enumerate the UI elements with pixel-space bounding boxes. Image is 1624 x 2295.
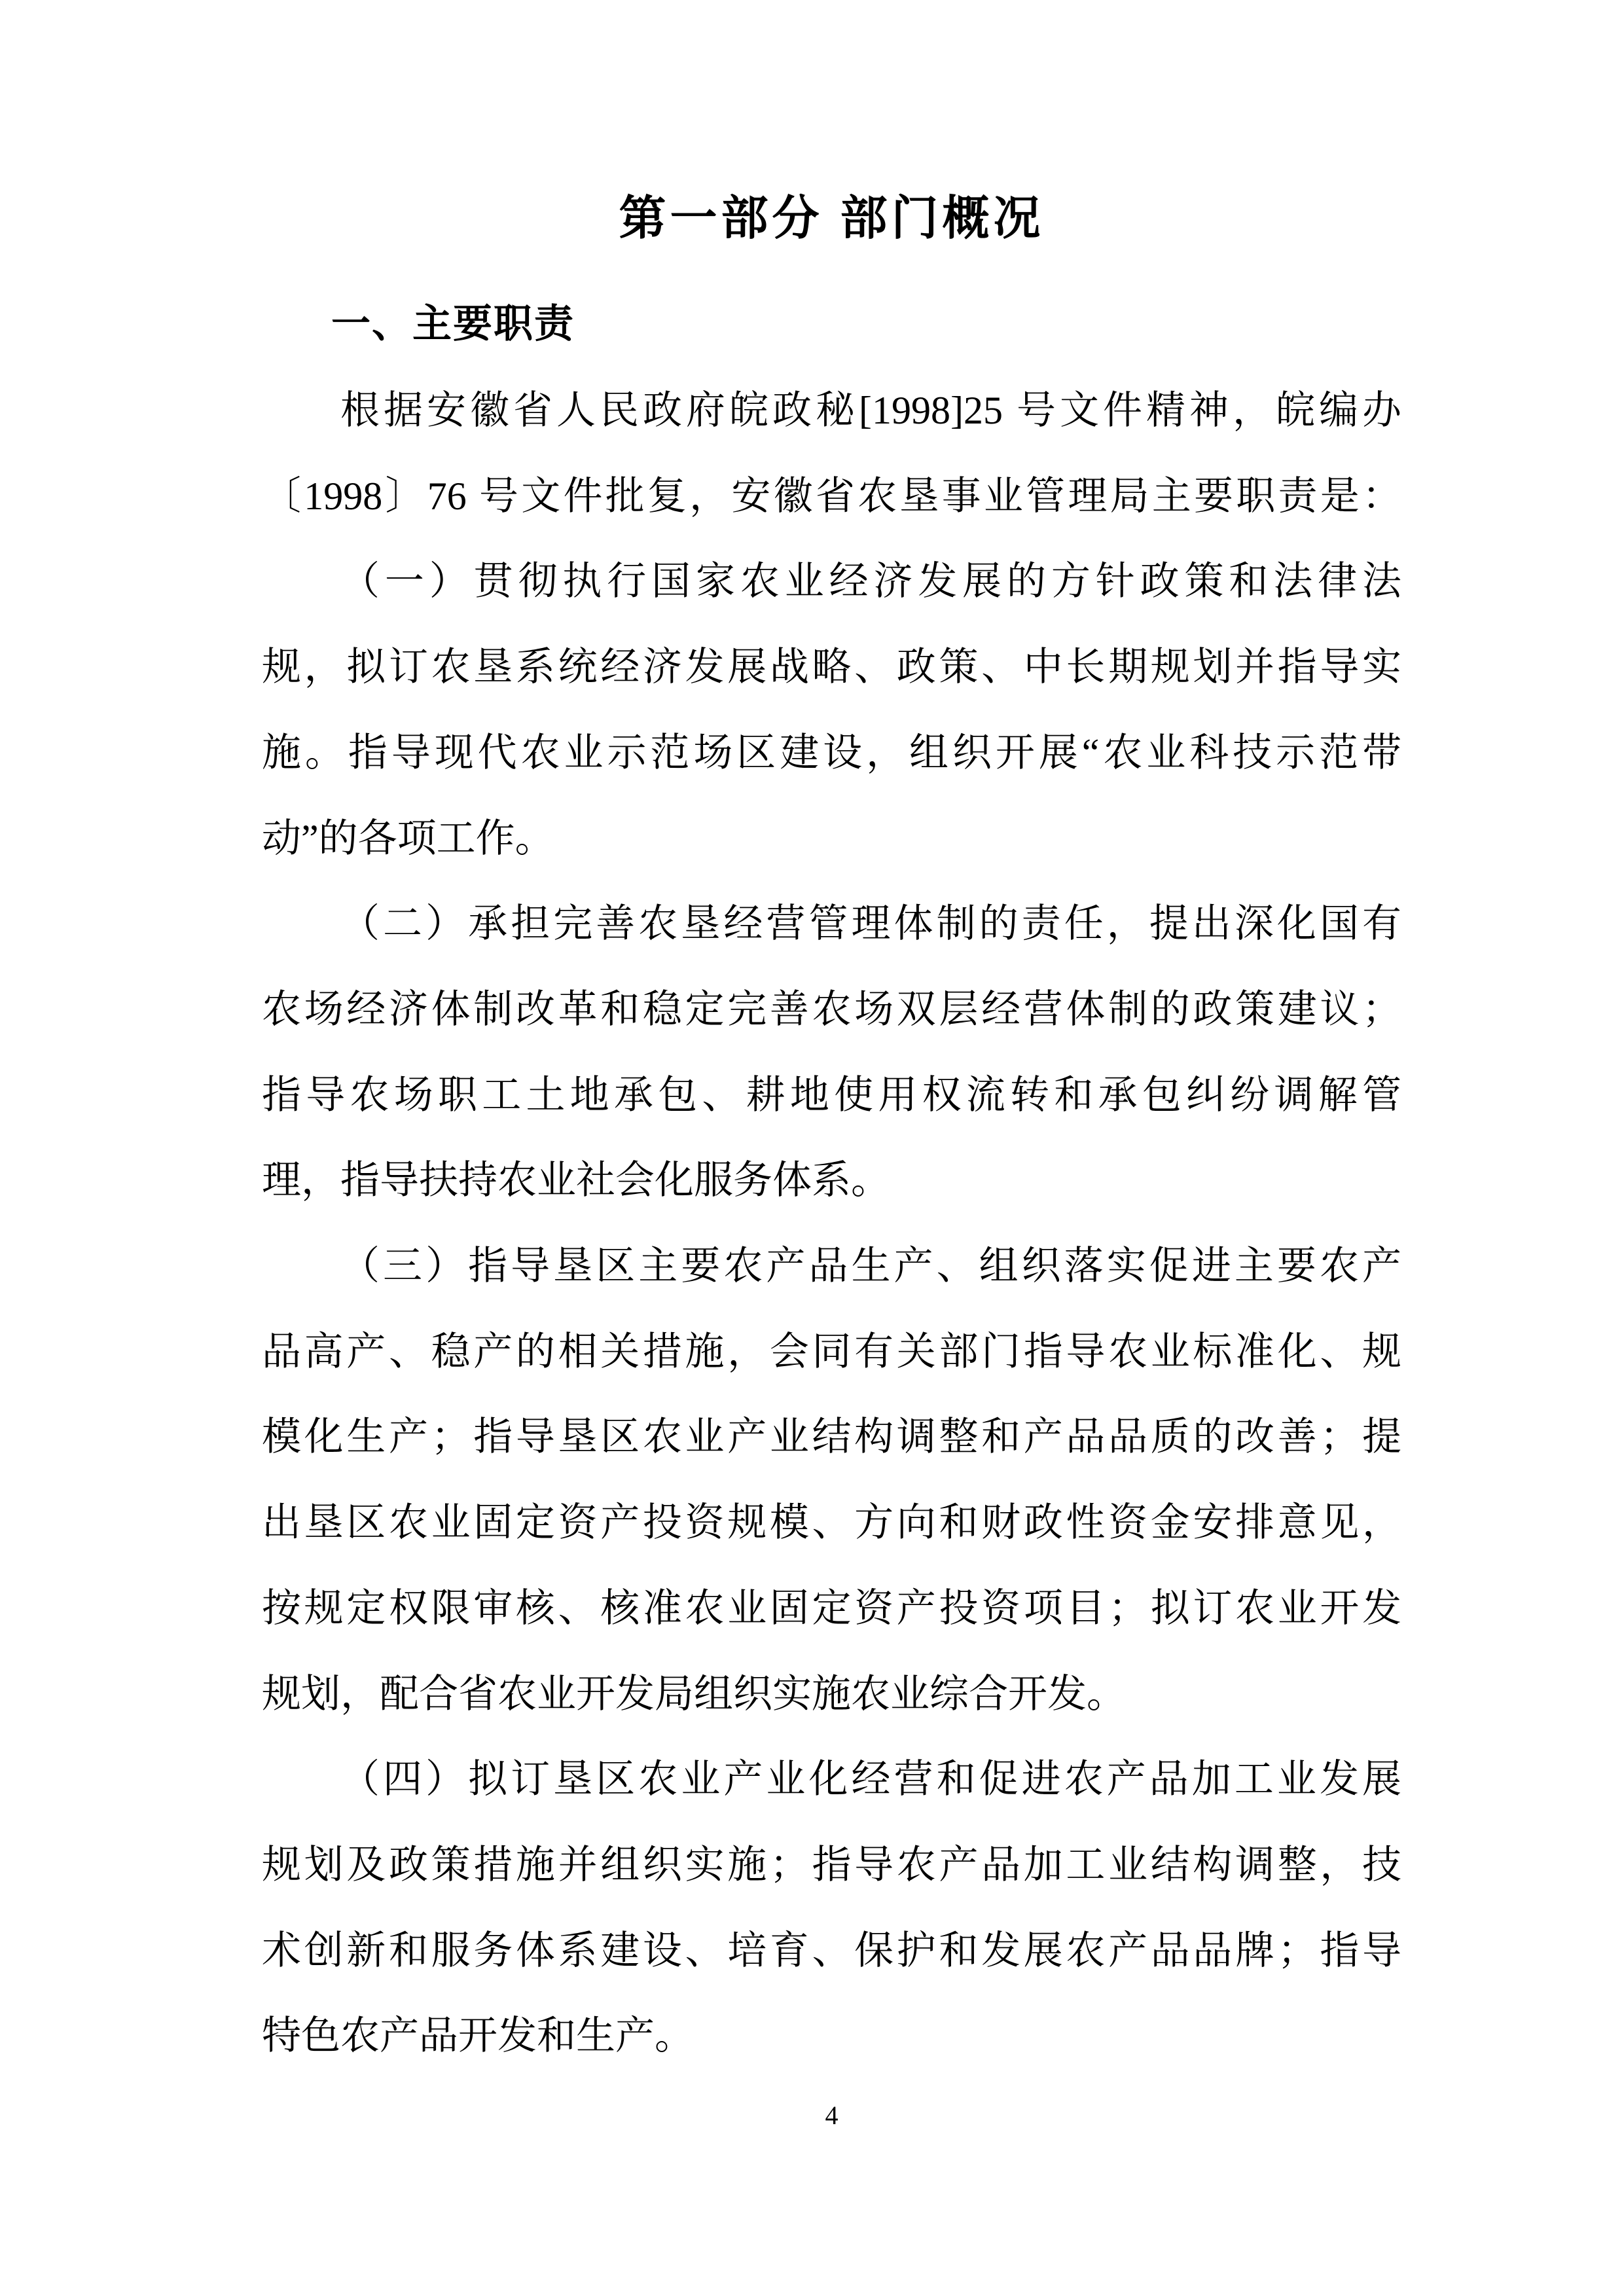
text-line: 按规定权限审核、核准农业固定资产投资项目；拟订农业开发 — [262, 1586, 1401, 1630]
text-line: （四）拟订垦区农业产业化经营和促进农产品加工业发展 — [340, 1758, 1401, 1801]
text-line: 农场经济体制改革和稳定完善农场双层经营体制的政策建议； — [262, 987, 1401, 1031]
text-line: 理，指导扶持农业社会化服务体系。 — [262, 1159, 890, 1202]
document-body — [262, 368, 1401, 2079]
text-line: 指导农场职工土地承包、耕地使用权流转和承包纠纷调解管 — [262, 1073, 1401, 1117]
text-line: 〔1998〕76 号文件批复，安徽省农垦事业管理局主要职责是： — [262, 474, 1401, 518]
text-line: （一）贯彻执行国家农业经济发展的方针政策和法律法 — [340, 560, 1401, 604]
text-line: 品高产、稳产的相关措施，会同有关部门指导农业标准化、规 — [262, 1329, 1401, 1373]
text-line: 模化生产；指导垦区农业产业结构调整和产品品质的改善；提 — [262, 1415, 1401, 1459]
page-number: 4 — [825, 2101, 839, 2130]
text-line: 出垦区农业固定资产投资规模、方向和财政性资金安排意见， — [262, 1501, 1401, 1545]
text-line: 特色农产品开发和生产。 — [262, 2014, 694, 2058]
text-line: （三）指导垦区主要农产品生产、组织落实促进主要农产 — [340, 1244, 1401, 1288]
text-line: 施。指导现代农业示范场区建设，组织开展“农业科技示范带 — [262, 731, 1401, 774]
text-line: 规划及政策措施并组织实施；指导农产品加工业结构调整，技 — [262, 1843, 1401, 1887]
text-line: 规，拟订农垦系统经济发展战略、政策、中长期规划并指导实 — [262, 645, 1401, 689]
text-line: （二）承担完善农垦经营管理体制的责任，提出深化国有 — [340, 902, 1401, 946]
text-line: 根据安徽省人民政府皖政秘[1998]25 号文件精神，皖编办 — [340, 389, 1401, 432]
text-line: 术创新和服务体系建设、培育、保护和发展农产品品牌；指导 — [262, 1928, 1401, 1972]
section-heading: 一、主要职责 — [331, 302, 575, 346]
text-line: 动”的各项工作。 — [262, 816, 554, 860]
page-title: 第一部分 部门概况 — [619, 192, 1045, 245]
text-line: 规划，配合省农业开发局组织实施农业综合开发。 — [262, 1672, 1126, 1716]
